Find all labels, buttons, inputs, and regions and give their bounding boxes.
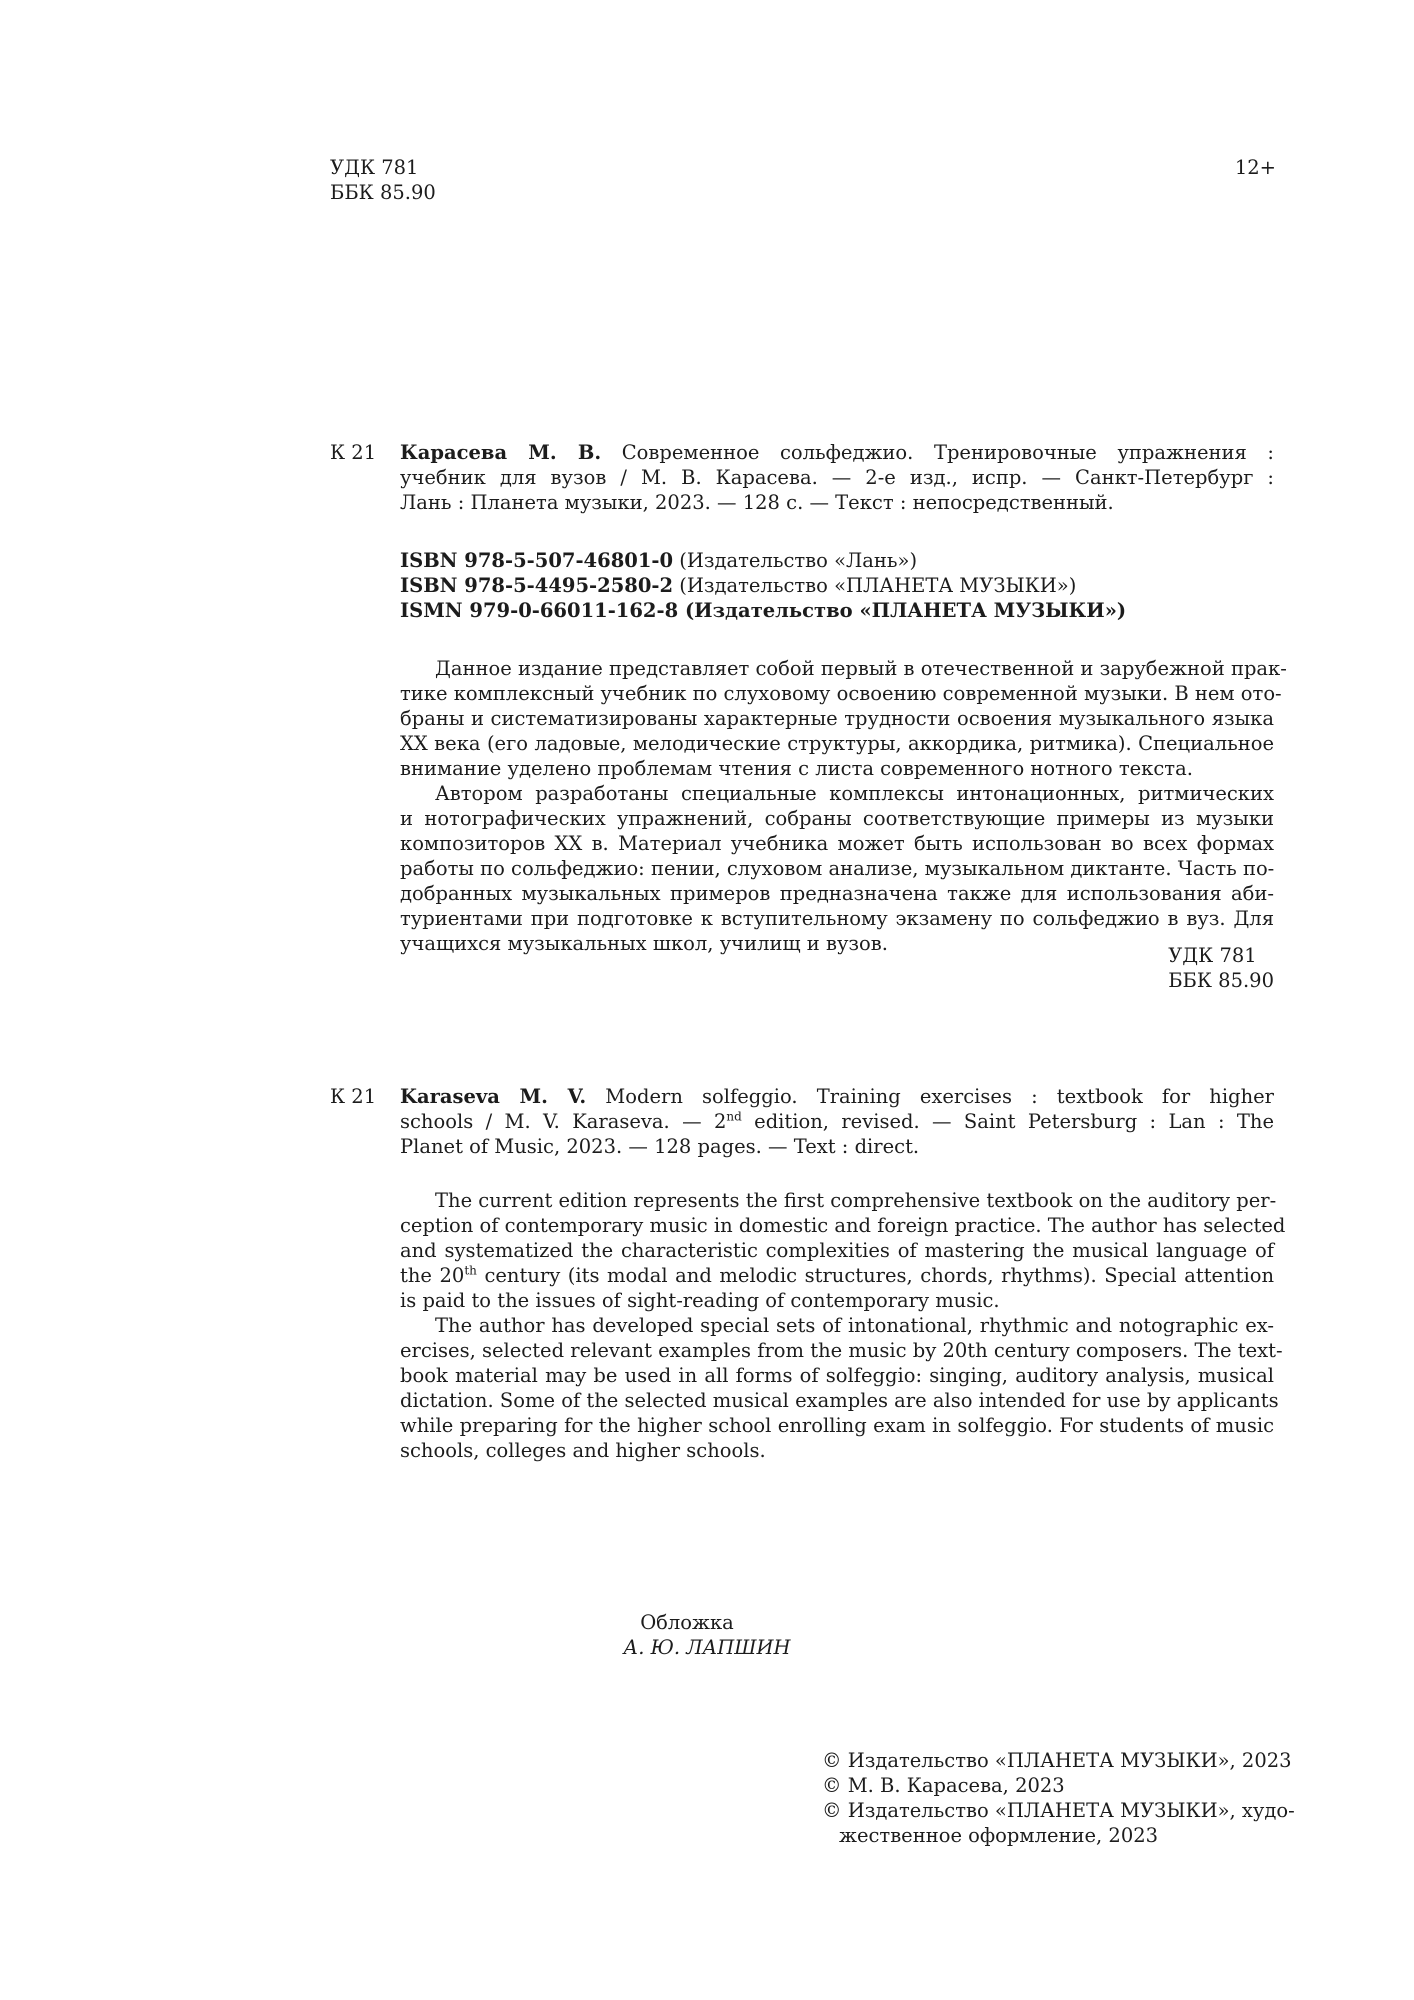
annotation-line: добранных музыкальных примеров предназначена также для использования аби- xyxy=(400,882,1274,905)
isbn-line xyxy=(400,548,1126,573)
annotation-line: XX века (его ладовые, мелодические структуры, аккордика, ритмика). Специальное xyxy=(400,732,1274,755)
annotation-line: Данное издание представляет собой первый в отечественной и зарубежной прак- xyxy=(435,657,1287,680)
annotation-line: внимание уделено проблемам чтения с листа современного нотного текста. xyxy=(400,757,1193,780)
ru-annotation xyxy=(400,656,1287,956)
classification-codes-bottom xyxy=(1168,943,1274,993)
en-bib-line-2: schools / M. V. Karaseva. — 2nd edition, revised. — Saint Petersburg : Lan : The xyxy=(400,1109,1274,1133)
ru-title: Современное сольфеджио. Тренировочные упражнения : xyxy=(601,441,1274,464)
ru-bib-line-1 xyxy=(400,440,1274,465)
ru-bib-line-3: Лань : Планета музыки, 2023. — 128 с. — Текст : непосредственный. xyxy=(400,491,1114,514)
udk-code: УДК 781 xyxy=(330,156,419,179)
isbn-publisher: (Издательство «Лань») xyxy=(673,549,918,572)
author-mark: К 21 xyxy=(330,441,377,464)
annotation-line: the 20th century (its modal and melodic structures, chords, rhythms). Special attention xyxy=(400,1263,1275,1287)
en-title: Modern solfeggio. Training exercises : textbook for higher xyxy=(586,1085,1274,1108)
classification-codes-top xyxy=(330,155,436,205)
en-annotation xyxy=(400,1188,1286,1463)
cover-credit xyxy=(0,1610,1414,1660)
en-author: Karaseva M. V. xyxy=(400,1085,587,1108)
en-bib-line-1 xyxy=(400,1084,1274,1109)
annotation-line: book material may be used in all forms of solfeggio: singing, auditory analysis, musical xyxy=(400,1364,1274,1387)
annotation-line: is paid to the issues of sight-reading of contemporary music. xyxy=(400,1289,1000,1312)
annotation-line: and systematized the characteristic complexities of mastering the musical language of xyxy=(400,1239,1274,1262)
isbn-publisher: (Издательство «ПЛАНЕТА МУЗЫКИ») xyxy=(673,574,1077,597)
cover-designer: А. Ю. ЛАПШИН xyxy=(623,1636,791,1659)
annotation-line: учащихся музыкальных школ, училищ и вузов. xyxy=(400,932,888,955)
ru-bib-line-2: учебник для вузов / М. В. Карасева. — 2-е изд., испр. — Санкт-Петербург : xyxy=(400,466,1274,489)
ismn-publisher: (Издательство «ПЛАНЕТА МУЗЫКИ») xyxy=(678,599,1127,622)
annotation-line: dictation. Some of the selected musical examples are also intended for use by applicants xyxy=(400,1389,1279,1412)
annotation-line: while preparing for the higher school enrolling exam in solfeggio. For students of music xyxy=(400,1414,1274,1437)
annotation-line: The current edition represents the first comprehensive textbook on the auditory per- xyxy=(435,1189,1277,1212)
isbn-number: ISBN 978-5-4495-2580-2 xyxy=(400,574,674,597)
isbn-number: ISBN 978-5-507-46801-0 xyxy=(400,549,674,572)
isbn-list xyxy=(400,548,1126,623)
annotation-line: The author has developed special sets of intonational, rhythmic and notographic ex- xyxy=(435,1314,1274,1337)
annotation-line: композиторов XX в. Материал учебника может быть использован во всех формах xyxy=(400,832,1274,855)
copyright-line: жественное оформление, 2023 xyxy=(839,1824,1159,1847)
copyright-line: © Издательство «ПЛАНЕТА МУЗЫКИ», 2023 xyxy=(822,1749,1292,1772)
ismn-number: ISMN 979-0-66011-162-8 xyxy=(400,599,679,622)
copyright-notices xyxy=(822,1748,1295,1848)
author-mark: К 21 xyxy=(330,1085,377,1108)
annotation-line: ercises, selected relevant examples from the music by 20th century composers. The text- xyxy=(400,1339,1283,1362)
udk-code: УДК 781 xyxy=(1168,944,1257,967)
ru-author: Карасева М. В. xyxy=(400,441,602,464)
annotation-line: Автором разработаны специальные комплексы интонационных, ритмических xyxy=(435,782,1274,805)
bbk-code: ББК 85.90 xyxy=(1168,969,1274,992)
cover-label: Обложка xyxy=(640,1611,734,1634)
ru-bibliographic-record xyxy=(330,440,1274,530)
annotation-line: туриентами при подготовке к вступительному экзамену по сольфеджио в вуз. Для xyxy=(400,907,1274,930)
en-bib-line-3: Planet of Music, 2023. — 128 pages. — Text : direct. xyxy=(400,1135,920,1158)
annotation-line: тике комплексный учебник по слуховому освоению современной музыки. В нем ото- xyxy=(400,682,1282,705)
annotation-line: браны и систематизированы характерные трудности освоения музыкального языка xyxy=(400,707,1274,730)
annotation-line: и нотографических упражнений, собраны соответствующие примеры из музыки xyxy=(400,807,1274,830)
copyright-line: © М. В. Карасева, 2023 xyxy=(822,1774,1065,1797)
isbn-line xyxy=(400,573,1126,598)
annotation-line: schools, colleges and higher schools. xyxy=(400,1439,766,1462)
annotation-line: ception of contemporary music in domestic and foreign practice. The author has selected xyxy=(400,1214,1286,1237)
en-bibliographic-record xyxy=(330,1084,1274,1174)
age-rating: 12+ xyxy=(1234,156,1276,179)
bbk-code: ББК 85.90 xyxy=(330,181,436,204)
ismn-line xyxy=(400,598,1126,623)
copyright-line: © Издательство «ПЛАНЕТА МУЗЫКИ», худо- xyxy=(822,1799,1295,1822)
annotation-line: работы по сольфеджио: пении, слуховом анализе, музыкальном диктанте. Часть по- xyxy=(400,857,1275,880)
